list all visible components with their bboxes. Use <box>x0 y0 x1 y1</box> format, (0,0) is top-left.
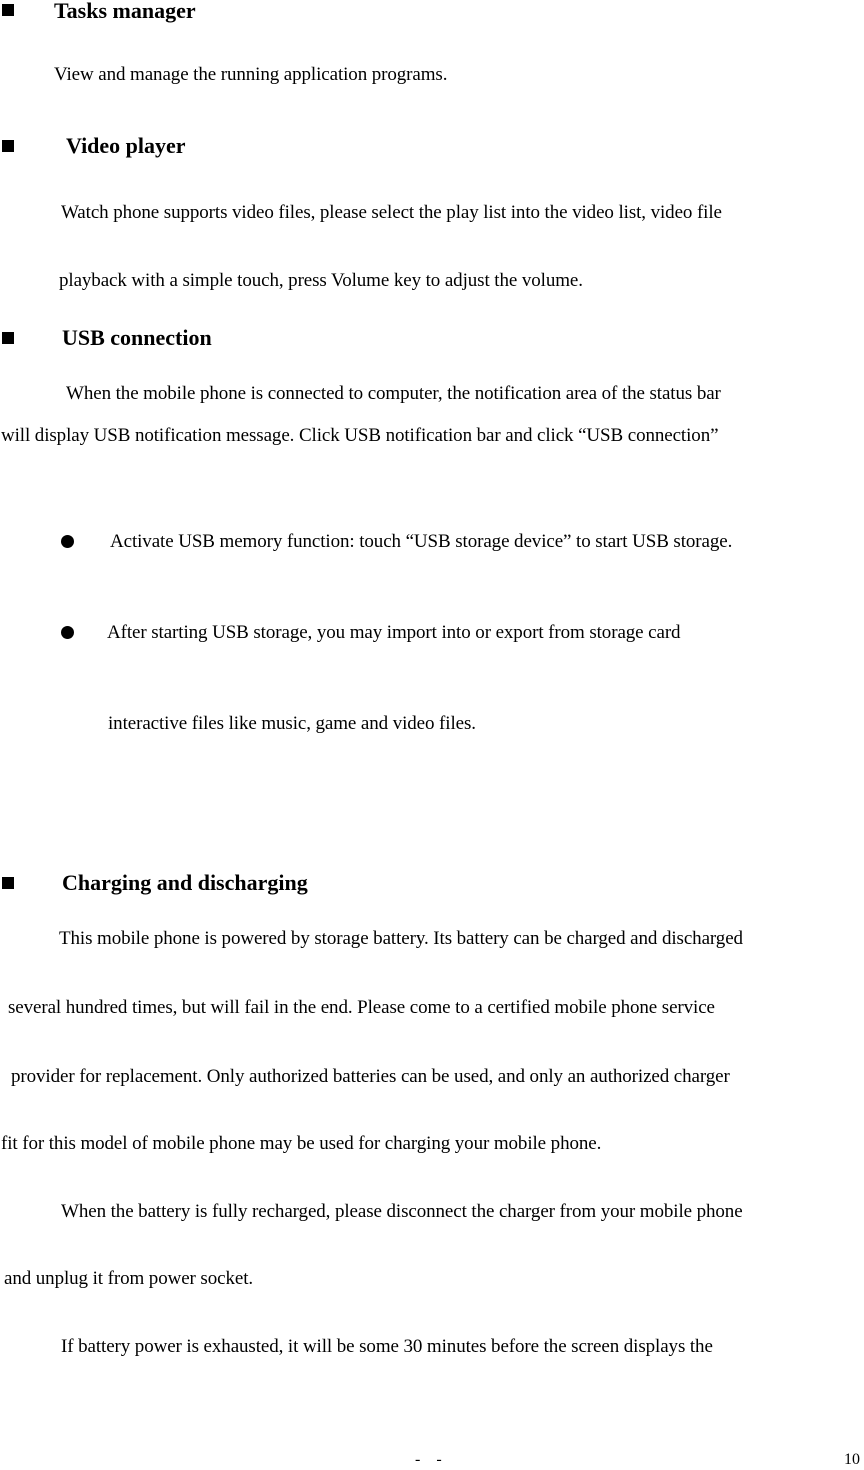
charging-paragraph-2-line-2: and unplug it from power socket. <box>4 1268 254 1289</box>
charging-paragraph-1-line-2: several hundred times, but will fail in the end. Please come to a certified mobile phone service <box>8 997 715 1018</box>
tasks-manager-text: View and manage the running application programs. <box>54 64 448 85</box>
usb-bullet-2-text-line-1: After starting USB storage, you may import into or export from storage card <box>107 622 681 643</box>
charging-paragraph-1-line-4: fit for this model of mobile phone may be used for charging your mobile phone. <box>1 1133 602 1154</box>
charging-paragraph-1-line-1: This mobile phone is powered by storage battery. Its battery can be charged and discharged <box>59 928 743 949</box>
usb-connection-text-line-1: When the mobile phone is connected to computer, the notification area of the status bar <box>66 383 721 404</box>
square-bullet-icon <box>2 4 14 16</box>
usb-connection-text-line-2: will display USB notification message. Click USB notification bar and click “USB connection” <box>1 425 719 446</box>
video-player-text-line-2: playback with a simple touch, press Volume key to adjust the volume. <box>59 270 583 291</box>
square-bullet-icon <box>2 877 14 889</box>
section-heading-tasks-manager: Tasks manager <box>54 0 196 23</box>
round-bullet-icon <box>61 626 74 639</box>
square-bullet-icon <box>2 332 14 344</box>
round-bullet-icon <box>61 535 74 548</box>
page-number: 10 <box>844 1451 860 1468</box>
section-heading-charging: Charging and discharging <box>62 870 308 895</box>
square-bullet-icon <box>2 140 14 152</box>
usb-bullet-1-text: Activate USB memory function: touch “USB storage device” to start USB storage. <box>110 531 733 552</box>
charging-paragraph-2-line-1: When the battery is fully recharged, please disconnect the charger from your mobile phone <box>61 1201 743 1222</box>
usb-bullet-2-text-line-2: interactive files like music, game and video files. <box>108 713 476 734</box>
page-footer-mark: - - <box>415 1451 442 1468</box>
section-heading-usb-connection: USB connection <box>62 325 212 350</box>
charging-paragraph-1-line-3: provider for replacement. Only authorized batteries can be used, and only an authorized charger <box>11 1066 730 1087</box>
video-player-text-line-1: Watch phone supports video files, please select the play list into the video list, video file <box>61 202 722 223</box>
section-heading-video-player: Video player <box>66 133 186 158</box>
charging-paragraph-3-line-1: If battery power is exhausted, it will be some 30 minutes before the screen displays the <box>61 1336 713 1357</box>
